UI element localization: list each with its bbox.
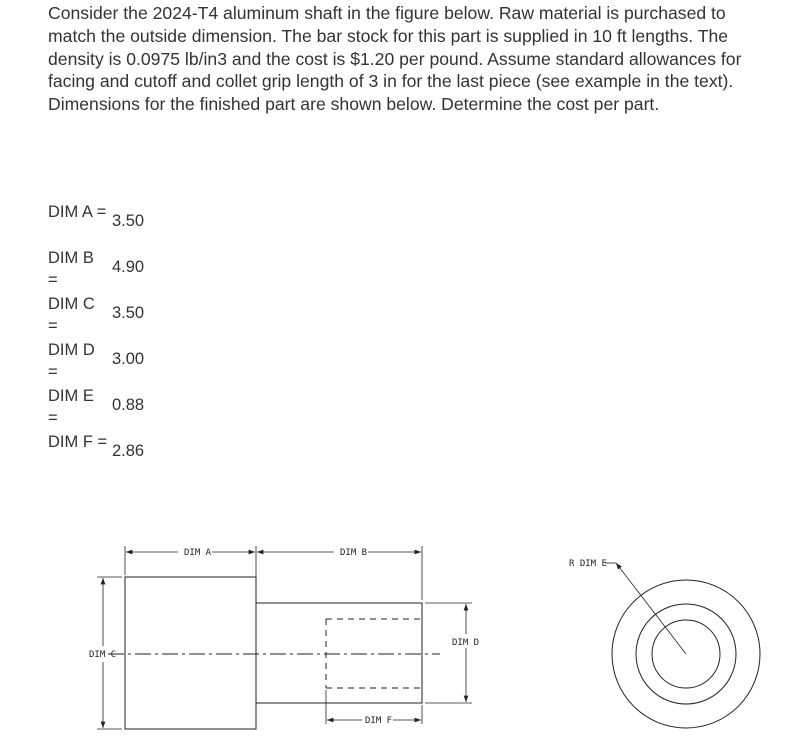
radius-leader xyxy=(616,563,686,654)
dim-d-value: 3.00 xyxy=(112,350,145,368)
large-diameter-section xyxy=(125,577,256,729)
shaft-end-view xyxy=(605,563,760,728)
dim-d-label: DIM D = xyxy=(48,341,95,381)
dim-c-value: 3.50 xyxy=(112,304,145,322)
dim-c-label: DIM C = xyxy=(48,295,95,335)
dim-a-value: 3.50 xyxy=(112,212,145,230)
question-text: Consider the 2024-T4 aluminum shaft in the figure below. Raw material is purchased to match the outside dimension. The bar stock for this part is supplied in 10 ft lengths. The density is 0.0975 lb/in3 and the cost is $1.20 per pound. Assume standard allowances for facing and cutoff and collet grip length of 3 in for the last piece (see example in the text). Dimensions for the finished part are shown below. Determine the cost per part. xyxy=(48,3,742,115)
dim-a-label: DIM A = xyxy=(48,203,107,221)
dim-e-value: 0.88 xyxy=(112,396,145,414)
drawing-label-dim-e: R DIM E xyxy=(569,559,607,569)
dim-b-value: 4.90 xyxy=(112,258,145,276)
drawing-label-dim-f: DIM F xyxy=(365,716,393,726)
extension-lines xyxy=(97,546,472,729)
dim-e-label: DIM E = xyxy=(48,387,94,427)
drawing-label-dim-d: DIM D xyxy=(452,638,480,648)
drawing-label-dim-b: DIM B xyxy=(340,548,368,558)
dim-f-label: DIM F = xyxy=(48,433,108,451)
dim-f-value: 2.86 xyxy=(112,442,145,460)
shaft-side-view xyxy=(108,577,440,729)
drawing-label-dim-a: DIM A xyxy=(184,548,212,558)
drawing-label-dim-c: DIM C xyxy=(89,650,117,660)
dim-b-label: DIM B = xyxy=(48,249,94,289)
